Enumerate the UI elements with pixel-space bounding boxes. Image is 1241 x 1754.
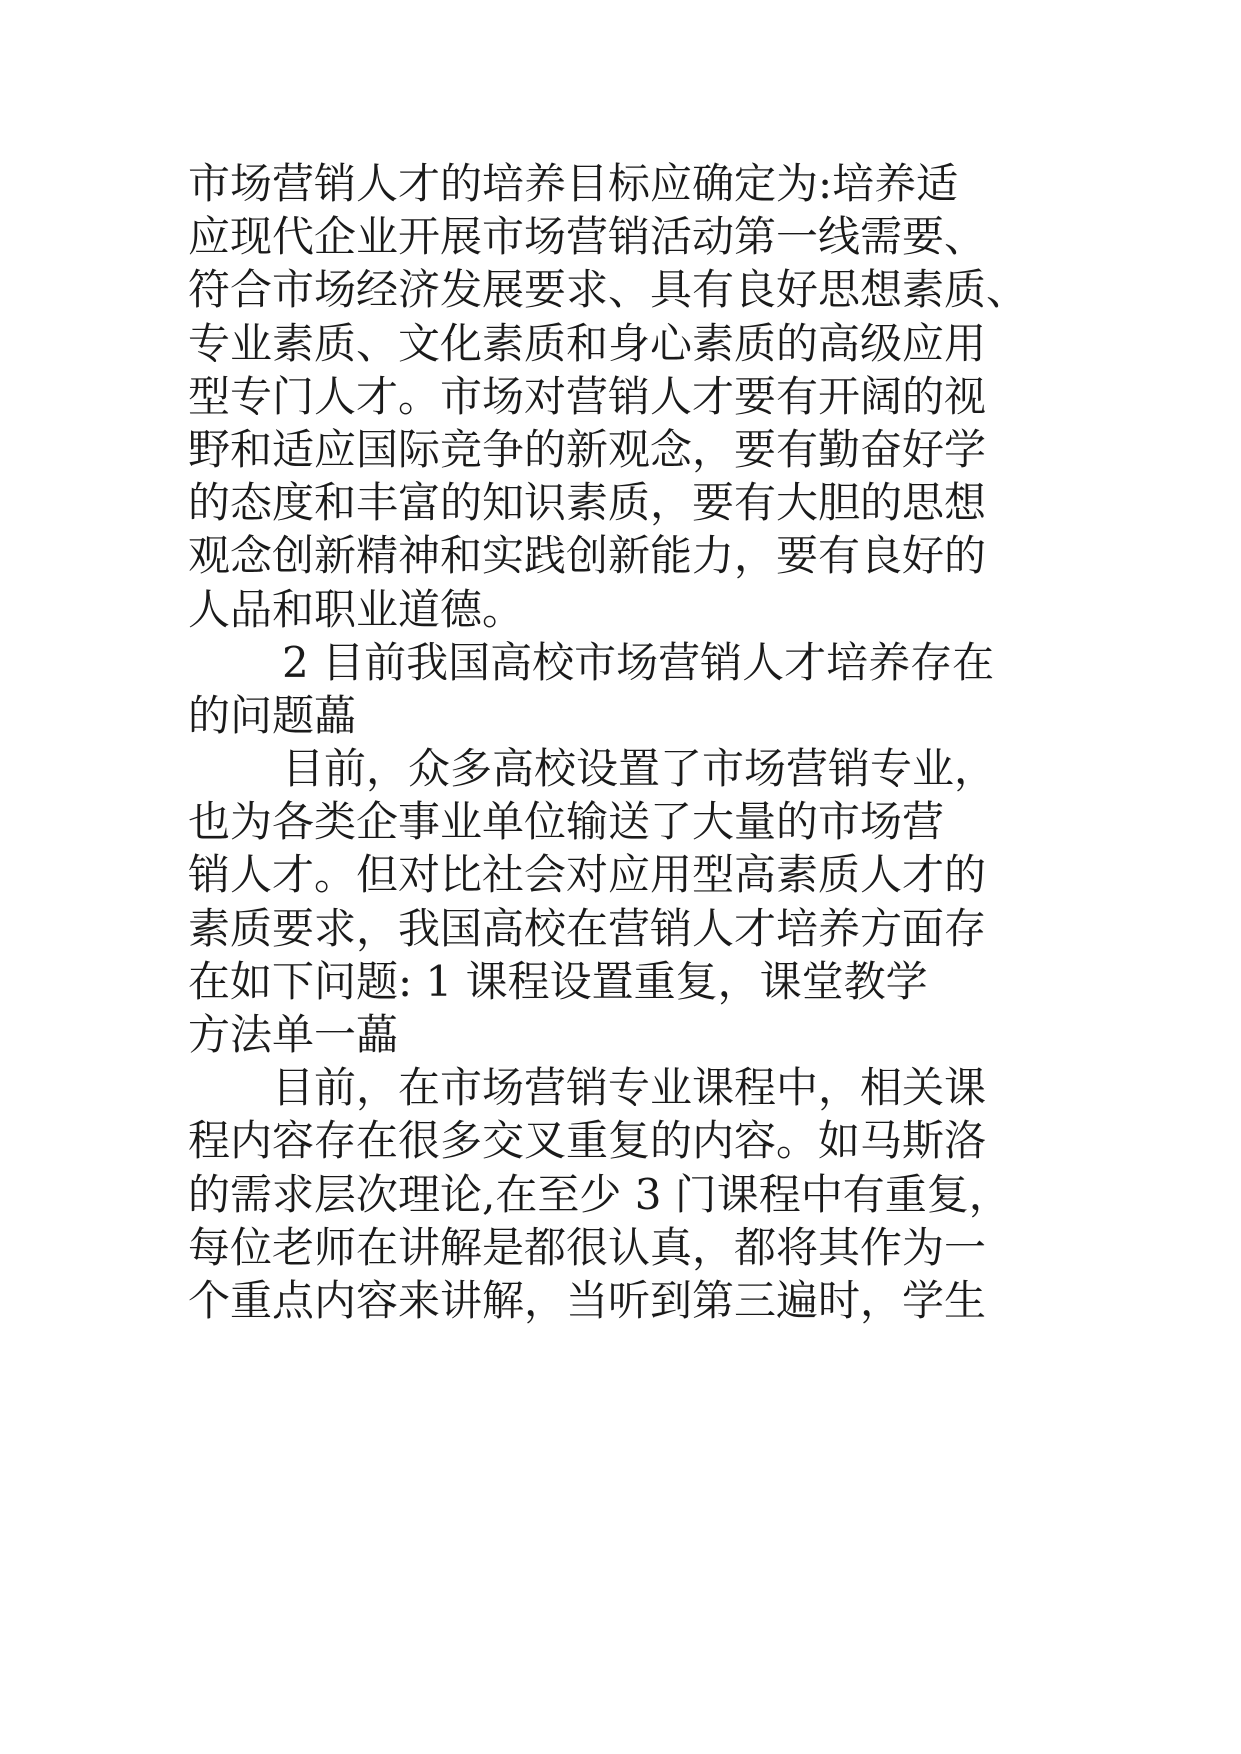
text-line: 目前，众多高校设置了市场营销专业， (282, 744, 997, 794)
section-heading-line: 的问题藟 (188, 690, 357, 740)
text-line: 目前，在市场营销专业课程中，相关课 (272, 1063, 987, 1113)
body-text (188, 157, 1128, 1327)
text-line: 销人才。但对比社会对应用型高素质人才的 (188, 850, 987, 900)
text-line: 每位老师在讲解是都很认真，都将其作为一 (188, 1222, 987, 1272)
text-line: 在如下问题: 1 课程设置重复，课堂教学 (188, 956, 928, 1006)
text-line: 野和适应国际竞争的新观念，要有勤奋好学 (188, 424, 987, 474)
text-line: 程内容存在很多交叉重复的内容。如马斯洛 (188, 1116, 987, 1166)
text-line: 人品和职业道德。 (188, 584, 525, 634)
text-line: 专业素质、文化素质和身心素质的高级应用 (188, 318, 987, 368)
section-heading-line: 2 目前我国高校市场营销人才培养存在 (282, 637, 995, 687)
text-line: 市场营销人才的培养目标应确定为:培养适 (188, 159, 959, 208)
text-line: 观念创新精神和实践创新能力，要有良好的 (188, 531, 987, 581)
text-line: 方法单一藟 (188, 1010, 399, 1059)
text-line: 应现代企业开展市场营销活动第一线需要、 (188, 212, 987, 262)
text-line: 符合市场经济发展要求、具有良好思想素质、 (188, 265, 1029, 315)
text-line: 素质要求，我国高校在营销人才培养方面存 (188, 903, 987, 953)
text-line: 的态度和丰富的知识素质，要有大胆的思想 (188, 478, 987, 528)
text-line: 的需求层次理论,在至少 3 门课程中有重复， (188, 1169, 1011, 1219)
text-line: 型专门人才。市场对营销人才要有开阔的视 (188, 371, 987, 421)
text-line: 也为各类企事业单位输送了大量的市场营 (188, 797, 945, 847)
text-line: 个重点内容来讲解，当听到第三遍时，学生 (188, 1275, 987, 1325)
